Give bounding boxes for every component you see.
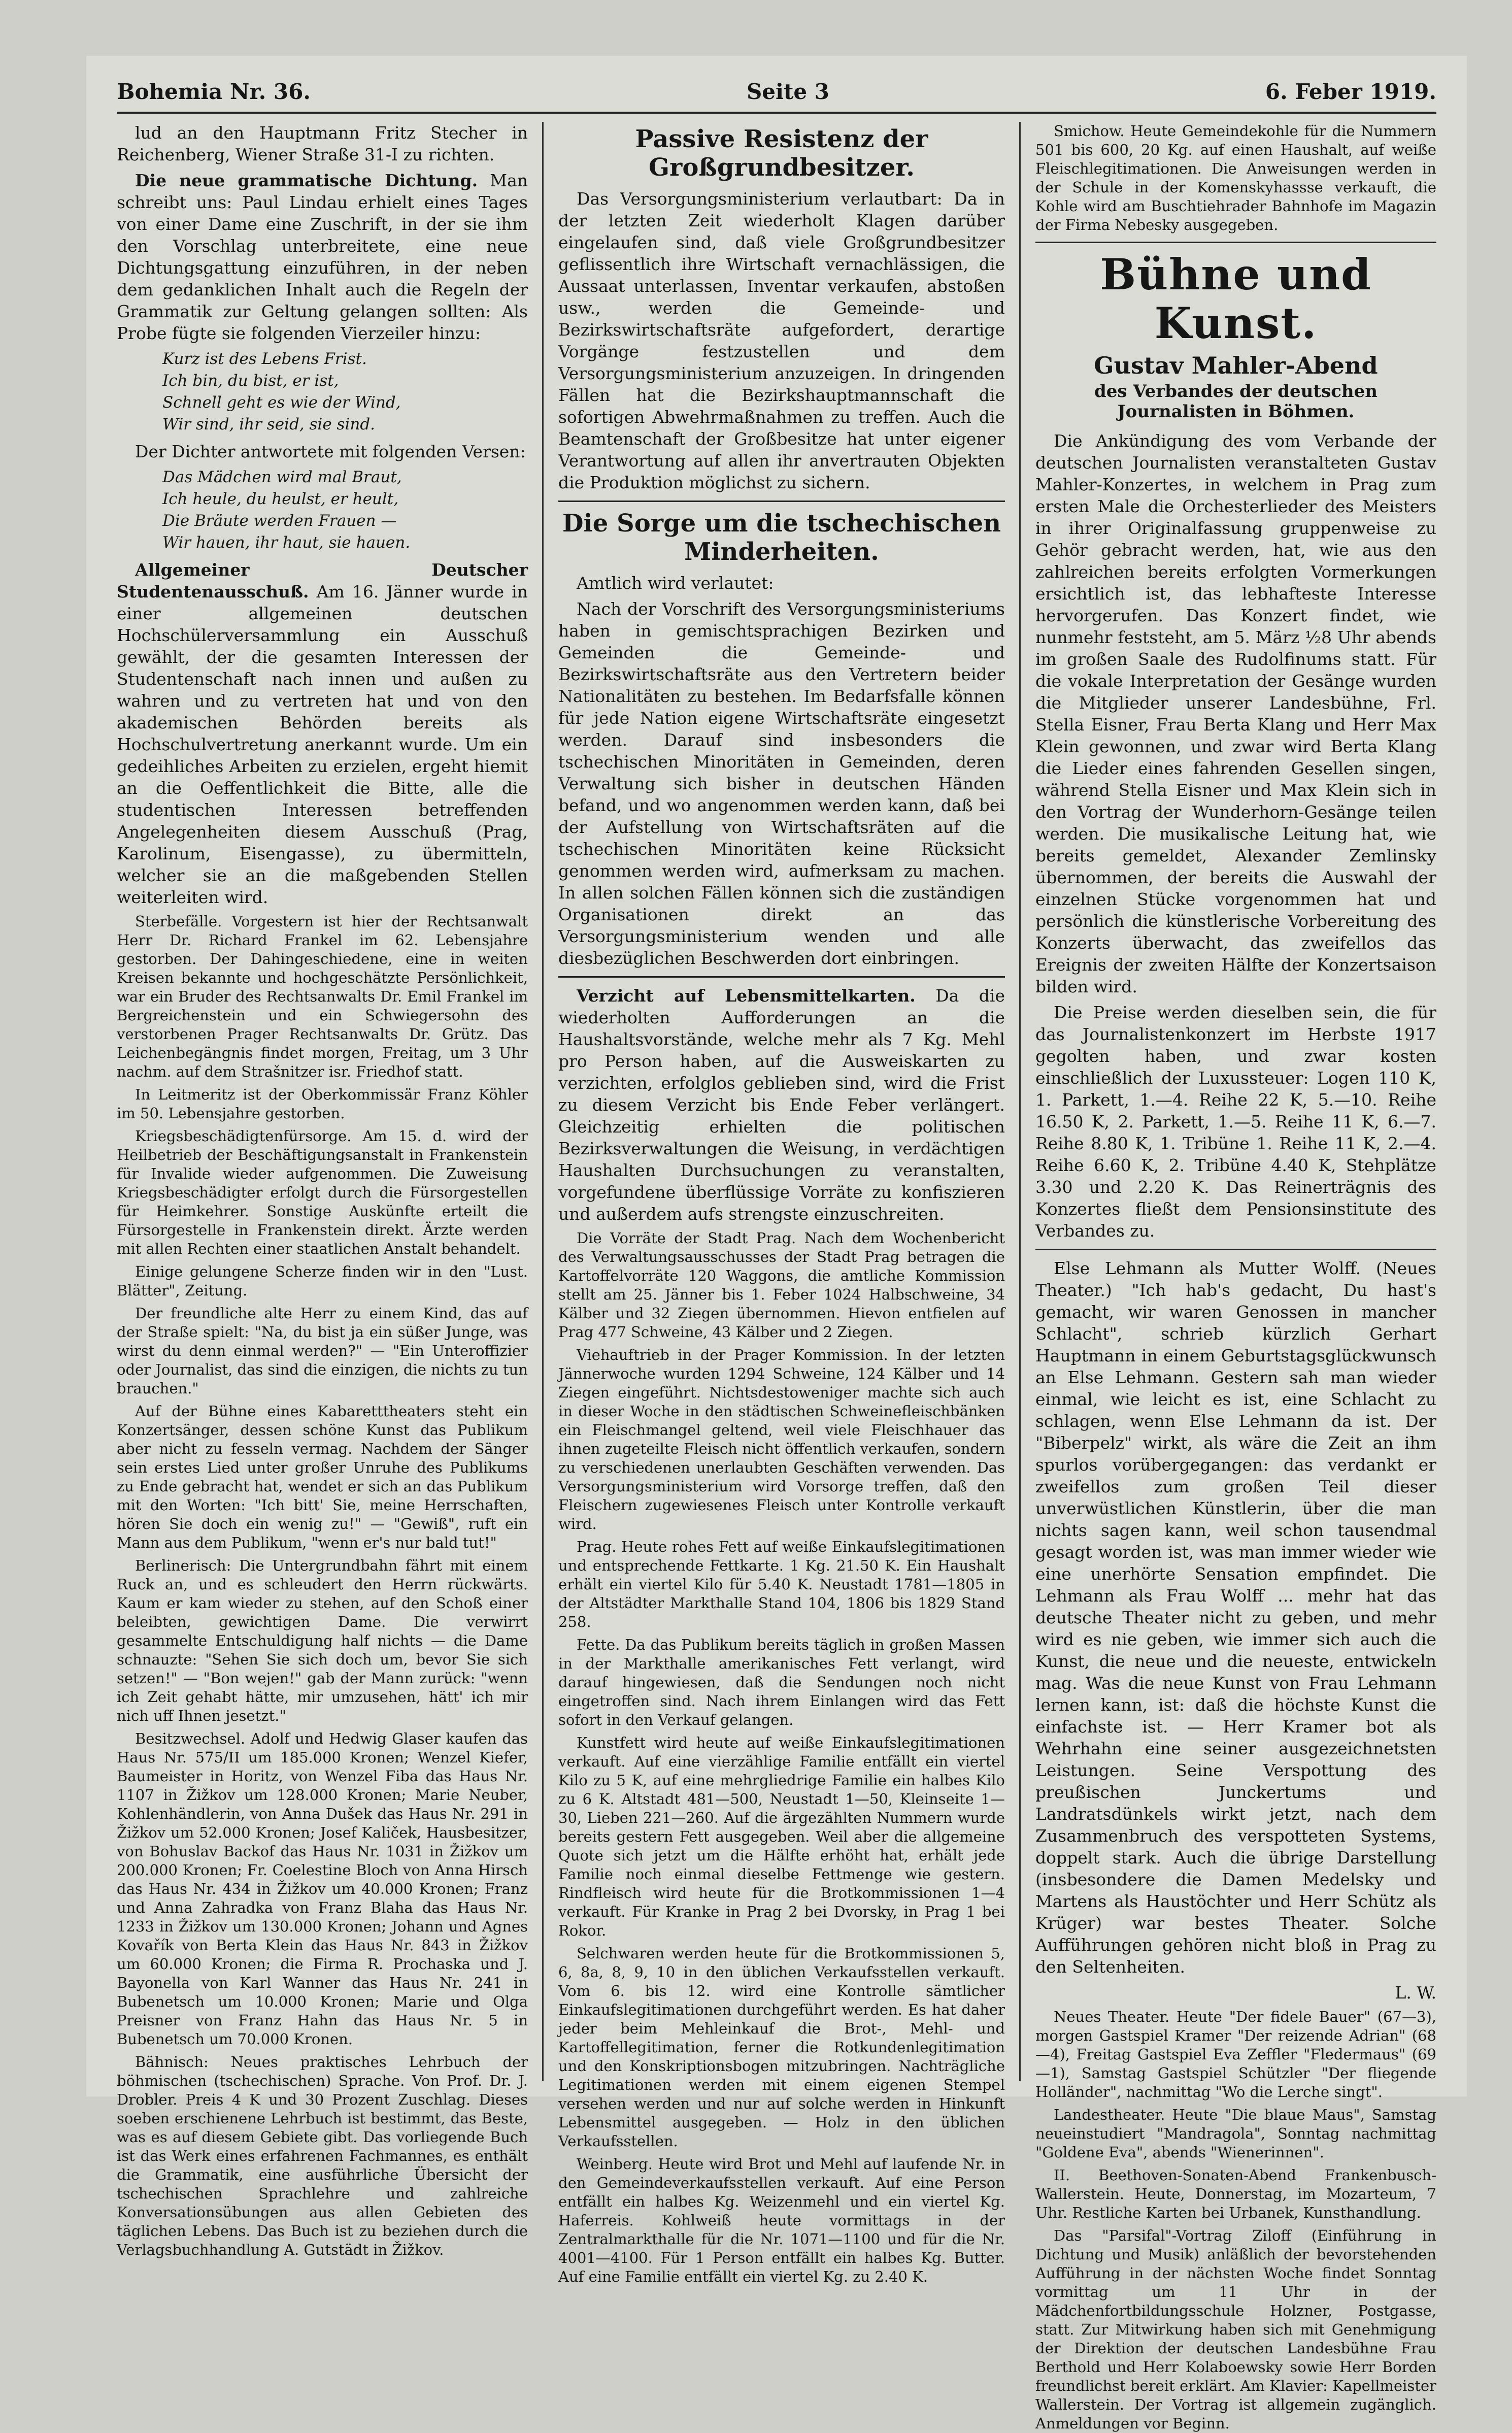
weinberg-notice: Weinberg. Heute wird Brot und Mehl auf laufende Nr. in den Gemeindeverkaufsstellen verkauft. Auf eine Person entfällt ein halbes Kg. Weizenmehl und ein viertel Kg. Haferreis. Kohlweiß heute vormittags in der Zentralmarkthalle für die Nr. 1071—1100 und für die Nr. 4001—4100. Für 1 Person entfällt ein halbes Kg. Butter. Auf eine Familie entfällt ein viertel Kg. zu 2.40 K.	[558, 2155, 1005, 2285]
passive-resistance-text: Das Versorgungsministerium verlautbart: Da in der letzten Zeit wiederholt Klagen darüber eingelaufen sind, daß viele Großgrundbesitzer geflissentlich ihre Wirtschaft vernachlässigen, die Aussaat unterlassen, Inventar verkaufen, abstoßen usw., werden die Gemeinde- und Bezirkswirtschaftsräte aufgefordert, derartige Vorgänge festzustellen und dem Versorgungsministerium anzuzeigen. In dringenden Fällen hat die Bezirkshauptmannschaft die sofortigen Abwehrmaßnahmen zu treffen. Auch die Beamtenschaft der Großbesitze hat unter eigener Verantwortung auf allen ihr anvertrauten Objekten die Produktion möglichst zu sichern.	[558, 189, 1005, 492]
berlin-joke: Berlinerisch: Die Untergrundbahn fährt mit einem Ruck an, und es schleudert den Herrn rückwärts. Kaum er kam wieder zu stehen, auf den Schoß einer beleibten, gewichtigen Dame. Die verwirrt gesammelte Entschuldigung half nichts — die Dame schnauzte: "Sehen Sie sich doch um, bevor Sie sich setzen!" — "Bon wejen!" gab der Mann zurück: "wenn ich Zeit gehabt hätte, mir umzusehen, hätt' ich mir nich uff Ihnen jesetzt."	[117, 1557, 528, 1724]
mahler-headline: Gustav Mahler-Abend	[1094, 352, 1378, 379]
section-title-stage-art: Bühne und Kunst.	[1100, 249, 1372, 348]
poet-text: Der Dichter antwortete mit folgenden Versen:	[135, 442, 526, 461]
landestheater-listing: Landestheater. Heute "Die blaue Maus", Samstag neueinstudiert "Mandragola", Sonntag nachmittag "Goldene Eva", abends "Wienerinnen".	[1035, 2106, 1436, 2161]
parsifal-listing: Das "Parsifal"-Vortrag Ziloff (Einführung in Dichtung und Musik) anläßlich der bevorstehenden Aufführung in der nächsten Woche findet Sonntag vormittag um 11 Uhr in der Mädchenfortbildungsschule Holzner, Postgasse, statt. Zur Mitwirkung haben sich mit Genehmigung der Direktion der deutschen Landesbühne Frau Berthold und Herr Kolaboewsky sowie Herr Borden freundlichst bereit erklärt. Am Klavier: Kapellmeister Wallerstein. Der Vortrag ist allgemein zugänglich. Anmeldungen vor Beginn.	[1035, 2227, 1436, 2432]
verse-two	[162, 466, 528, 554]
verse-line: Schnell geht es wie der Wind,	[162, 393, 401, 412]
mahler-subheadline: des Verbandes der deutschen Journalisten in Böhmen.	[1094, 381, 1377, 422]
minorities-subline: Amtlich wird verlautet:	[577, 573, 774, 593]
food-text: Da die wiederholten Aufforderungen an die Haushaltsvorstände, welche mehr als 7 Kg. Mehl pro Person haben, auf die Ausweiskarten zu verzichten, erfolglos geblieben sind, wird die Frist zu diesem Verzicht bis Ende Feber verlängert. Gleichzeitig erhielten die politischen Bezirksverwaltungen die Weisung, in verdächtigen Haushalten Durchsuchungen zu veranstalten, vorgefundene überflüssige Vorräte zu konfiszieren und außerdem aufs strengste einzuschreiten.	[558, 986, 1005, 1224]
section-divider	[1035, 242, 1436, 243]
student-text: Am 16. Jänner wurde in einer allgemeinen deutschen Hochschülerversammlung ein Ausschuß gewählt, der die gesamten Interessen der Studentenschaft nach innen und außen zu wahren und zu vertreten hat und von den akademischen Behörden bereits als Hochschulvertretung anerkannt wurde. Um ein gedeihliches Arbeiten zu erzielen, ergeht hiemit an die Oeffentlichkeit die Bitte, alle die studentischen Interessen betreffenden Angelegenheiten diesem Ausschuß (Prag, Karolinum, Eisengasse), zu übermitteln, welcher sie an die maßgebenden Stellen weiterleiten wird.	[117, 582, 528, 907]
lehmann-review: Else Lehmann als Mutter Wolff. (Neues Theater.) "Ich hab's gedacht, Du hast's gemacht, wir waren Genossen in mancher Schlacht", schrieb kürzlich Gerhart Hauptmann in einem Geburtstagsglückwunsch an Else Lehmann. Gestern sah man wieder einmal, wie leicht es ist, eine Schlacht zu schlagen, wenn Else Lehmann da ist. Der "Biberpelz" wirkt, als wäre die Zeit an ihm spurlos vorübergegangen: das verdankt er zweifellos zum großen Teil dieser unverwüstlichen Künstlerin, über die man nichts sagen kann, weil schon tausendmal gesagt worden ist, was man immer wieder wie eine unerhörte Sensation empfindet. Die Lehmann als Frau Wolff ... mehr hat das deutsche Theater nicht zu geben, und mehr wird es nie geben, wie immer sich auch die Kunst, die neue und die neueste, entwickeln mag. Was die neue Kunst von Frau Lehmann lernen kann, ist: daß die höchste Kunst die einfachste ist. — Herr Kramer bot als Wehrhahn eine seiner ausgezeichnetsten Leistungen. Seine Verspottung des preußischen Junckertums und Landratsdünkels wirkt jetzt, nach dem Zusammenbruch des verspotteten Systems, doppelt stark. Auch die übrige Darstellung (insbesondere die Damen Medelsky und Martens als Haustöchter und Herr Schütz als Krüger) war bestes Theater. Solche Aufführungen gehören nicht bloß in Prag zu den Seltenheiten.	[1035, 1258, 1436, 1977]
student-title: Allgemeiner Deutscher Studentenausschuß.	[117, 560, 528, 602]
page-header	[117, 71, 1436, 114]
neues-theater-listing: Neues Theater. Heute "Der fidele Bauer" (67—3), morgen Gastspiel Kramer "Der reizende Adrian" (68—4), Freitag Gastspiel Eva Zeffler "Fledermaus" (69—1), Samstag Gastspiel Schützler "Der fliegende Holländer", nachmittag "Wo die Lerche singt".	[1035, 2008, 1436, 2101]
cattle-notice: Viehauftrieb in der Prager Kommission. In der letzten Jännerwoche wurden 1294 Schweine, 124 Kälber und 14 Ziegen eingeführt. Nichtsdestoweniger machte sich auch in dieser Woche in den städtischen Schweinefleischbänken ein Fleischmangel geltend, weil viele Fleischhauer das ihnen zugeteilte Fleisch nicht öffentlich verkaufen, sondern zu verschiedenen unerlaubten Geschäften verwenden. Das Versorgungsministerium wird Vorsorge treffen, daß den Fleischern zugewiesenes Fleisch unter Kontrolle verkauft wird.	[558, 1346, 1005, 1532]
column-middle	[558, 122, 1005, 2285]
article-divider	[558, 501, 1005, 502]
grammar-title: Die neue grammatische Dichtung.	[135, 171, 478, 190]
minorities-headline: Die Sorge um die tschechischen Minderheiten.	[562, 509, 1001, 566]
newspaper-page	[86, 56, 1467, 2432]
verse-line: Ich bin, du bist, er ist,	[162, 372, 339, 390]
issue-date: 6. Feber 1919.	[1265, 79, 1436, 104]
passive-resistance-headline: Passive Resistenz der Großgrundbesitzer.	[635, 125, 928, 182]
fat-notice-2: Fette. Da das Publikum bereits täglich in großen Massen in der Markthalle amerikanisches Fett verlangt, wird darauf hingewiesen, daß die Sendungen noch nicht eingetroffen sind. Nach ihrem Einlangen wird das Fett sofort in den Verkauf gelangen.	[558, 1636, 1005, 1728]
verse-line: Kurz ist des Lebens Frist.	[162, 350, 367, 368]
verse-line: Wir hauen, ihr haut, sie hauen.	[162, 534, 411, 552]
mahler-text: Die Ankündigung des vom Verbande der deutschen Journalisten veranstalteten Gustav Mahler-Konzertes, in welchem in Prag zum ersten Male die Orchesterlieder des Meisters in ihrer Originalfassung gruppenweise zu Gehör gebracht werden, hat, wie aus den zahlreichen bereits erfolgten Vormerkungen ersichtlich ist, das lebhafteste Interesse hervorgerufen. Das Konzert findet, wie nunmehr feststeht, am 5. März ½8 Uhr abends im großen Saale des Rudolfinums statt. Für die vokale Interpretation der Gesänge wurden die Mitglieder unserer Landesbühne, Frl. Stella Eisner, Frau Berta Klang und Herr Max Klein gewonnen, und zwar wird Berta Klang die Lieder eines fahrenden Gesellen singen, während Stella Eisner und Max Klein sich in den Vortrag der Wunderhorn-Gesänge teilen werden. Die musikalische Leitung hat, wie bereits gemeldet, Alexander Zemlinsky übernommen, der bereits die Auswahl der einzelnen Stücke vorgenommen hat und persönlich die künstlerische Vorbereitung des Konzerts überwacht, das zweifellos das Ereignis der zweiten Hälfte der Konzertsaison bilden wird.	[1035, 431, 1436, 996]
food-article	[558, 985, 1005, 1225]
column-right	[1035, 122, 1436, 2432]
prices-text: Die Preise werden dieselben sein, die für das Journalistenkonzert im Herbste 1917 gegolten haben, und zwar kosten einschließlich der Luxussteuer: Logen 110 K, 1. Parkett, 1.—4. Reihe 22 K, 5.—10. Reihe 16.50 K, 2. Parkett, 1.—5. Reihe 11 K, 6.—7. Reihe 8.80 K, 1. Tribüne 1. Reihe 11 K, 2.—4. Reihe 6.60 K, 2. Tribüne 4.40 K, Stehplätze 3.30 und 2.20 K. Das Reinerträgnis des Konzertes fließt dem Pensionsinstitute des Verbandes zu.	[1035, 1003, 1436, 1241]
verse-line: Ich heule, du heulst, er heult,	[162, 490, 399, 508]
smichov-notice: Smichow. Heute Gemeindekohle für die Nummern 501 bis 600, 20 Kg. auf einen Haushalt, auf weiße Fleischlegitimationen. Die Anweisungen werden in der Schule in der Komenskyhassse verkauft, die Kohle wird am Buschtiehrader Bahnhofe im Magazin der Firma Nebesky ausgegeben.	[1035, 122, 1436, 234]
smoked-goods-notice: Selchwaren werden heute für die Brotkommissionen 5, 6, 8a, 8, 9, 10 in den üblichen Verkaufsstellen verkauft. Vom 6. bis 12. wird eine Kontrolle sämtlicher Einkaufslegitimationen durchgeführt werden. Es hat daher jeder beim Mehleinkauf die Brot-, Mehl- und Kartoffellegitimation, ferner die Rotkundenlegitimation und den Konskriptionsbogen mitzubringen. Nachträgliche Legitimationen werden mit einem eigenen Stempel versehen werden und nur auf solche werden in Hinkunft Lebensmittel ausgegeben. — Holz in den üblichen Verkaufsstellen.	[558, 1945, 1005, 2150]
article-divider	[1035, 1249, 1436, 1250]
joke-one: Der freundliche alte Herr zu einem Kind, das auf der Straße spielt: "Na, du bist ja ein süßer Junge, was wirst du denn einmal werden?" — "Ein Unteroffizier oder Journalist, das sind die einzigen, die nichts zu tun brauchen."	[117, 1305, 528, 1397]
jokes-intro: Einige gelungene Scherze finden wir in den "Lust. Blätter", Zeitung.	[117, 1263, 528, 1299]
food-title: Verzicht auf Lebensmittelkarten.	[577, 986, 916, 1006]
article-divider	[558, 976, 1005, 978]
book-notice: Bähnisch: Neues praktisches Lehrbuch der böhmischen (tschechischen) Sprache. Von Prof. Dr. J. Drobler. Preis 4 K und 30 Prozent Zuschlag. Dieses soeben erschienene Lehrbuch ist bestimmt, das Beste, was es auf diesem Gebiete gibt. Das vorliegende Buch ist das Werk eines erfahrenen Fachmannes, es enthält die Grammatik, eine ausführliche Übersicht der tschechischen Sprachlehre und zahlreiche Konversationsübungen aus allen Gebieten des täglichen Lebens. Das Buch ist zu beziehen durch die Verlagsbuchhandlung A. Gutstädt in Žižkov.	[117, 2053, 528, 2258]
verse-line: Wir sind, ihr seid, sie sind.	[162, 415, 376, 434]
masthead-issue: Bohemia Nr. 36.	[117, 79, 311, 104]
minorities-text: Nach der Vorschrift des Versorgungsministeriums haben in gemischtsprachigen Bezirken und Gemeinden die Gemeinde- und Bezirkswirtschaftsräte aus den Vertretern beider Nationalitäten zu bestehen. Im Bedarfsfalle können für jede Nation eigene Wirtschaftsräte eingesetzt werden. Darauf sind insbesonders die tschechischen Minoritäten in Gemeinden, deren Verwaltung sich bisher in deutschen Händen befand, und wo angenommen werden kann, daß bei der Aufstellung von Wirtschaftsräten auf die tschechischen Minoritäten keine Rücksicht genommen werden wird, aufmerksam zu machen. In allen solchen Fällen können sich die zuständigen Organisationen direkt an das Versorgungsministerium wenden und alle diesbezüglichen Beschwerden dort einbringen.	[558, 599, 1005, 968]
page-number: Seite 3	[746, 79, 829, 104]
joke-two: Auf der Bühne eines Kabaretttheaters steht ein Konzertsänger, dessen schöne Kunst das Publikum aber nicht zu fesseln vermag. Nachdem der Sänger sein erstes Lied unter großer Unruhe des Publikums zu Ende gebracht hat, wendet er sich an das Publikum mit den Worten: "Ich bitt' Sie, meine Herrschaften, hören Sie doch ein wenig zu!" — "Gewiß", ruft ein Mann aus dem Publikum, "wenn er's nur bald tut!"	[117, 1403, 528, 1551]
realty-notice: Besitzwechsel. Adolf und Hedwig Glaser kaufen das Haus Nr. 575/II um 185.000 Kronen; Wenzel Kiefer, Baumeister in Horitz, von Wenzel Fiba das Haus Nr. 1107 in Žižkov um 128.000 Kronen; Marie Neuber, Kohlenhändlerin, von Anna Dušek das Haus Nr. 291 in Žižkov um 52.000 Kronen; Josef Kaliček, Hausbesitzer, von Bohuslav Backof das Haus Nr. 1031 in Žižkov um 200.000 Kronen; Fr. Coelestine Bloch von Anna Hirsch das Haus Nr. 434 in Žižkov um 40.000 Kronen; Franz und Anna Zahradka von Franz Blaha das Haus Nr. 1233 in Žižkov um 130.000 Kronen; Johann und Agnes Kovařík von Berta Klein das Haus Nr. 843 in Žižkov um 60.000 Kronen; die Firma R. Prochaska und J. Bayonella von Karl Wanner das Haus Nr. 241 in Bubenetsch um 10.000 Kronen; Marie und Olga Preisner von Franz Hahn das Haus Nr. 5 in Bubenetsch um 70.000 Kronen.	[117, 1730, 528, 2048]
death-notice-2: In Leitmeritz ist der Oberkommissär Franz Köhler im 50. Lebensjahre gestorben.	[117, 1086, 528, 1122]
fat-notice: Prag. Heute rohes Fett auf weiße Einkaufslegitimationen und entsprechende Fettkarte. 1 Kg. 21.50 K. Ein Haushalt erhält ein viertel Kilo für 5.40 K. Neustadt 1781—1805 in der Altstädter Markthalle Stand 104, 1806 bis 1829 Stand 258.	[558, 1538, 1005, 1630]
verse-line: Die Bräute werden Frauen —	[162, 512, 397, 530]
disabled-notice: Kriegsbeschädigtenfürsorge. Am 15. d. wird der Heilbetrieb der Beschäftigungsanstalt in Frankenstein für Invalide wieder aufgenommen. Die Zuweisung Kriegsbeschädigter erfolgt durch die Fürsorgestellen für Heimkehrer. Sonstige Auskünfte erteilt die Fürsorgestelle in Frankenstein direkt. Ärzte werden mit allen Rechten einer staatlichen Anstalt behandelt.	[117, 1127, 528, 1257]
prague-stock: Die Vorräte der Stadt Prag. Nach dem Wochenbericht des Verwaltungsausschusses der Stadt Prag betragen die Kartoffelvorräte 120 Waggons, die amtliche Kommission stellt am 25. Jänner bis 1. Feber 1024 Halbschweine, 34 Kälber und 32 Ziegen übernommen. Hievon entfielen auf Prag 477 Schweine, 43 Kälber und 2 Ziegen.	[558, 1229, 1005, 1341]
beethoven-listing: II. Beethoven-Sonaten-Abend Frankenbusch-Wallerstein. Heute, Donnerstag, im Mozarteum, 7 Uhr. Restliche Karten bei Urbanek, Kunsthandlung.	[1035, 2167, 1436, 2221]
column-left	[117, 122, 528, 2258]
student-article	[117, 559, 528, 908]
death-notice: Sterbefälle. Vorgestern ist hier der Rechtsanwalt Herr Dr. Richard Frankel im 62. Lebensjahre gestorben. Der Dahingeschiedene, eine in weiten Kreisen bekannte und hochgeschätzte Persönlichkeit, war ein Bruder des Rechtsanwalts Dr. Emil Frankel im Bergreichenstein und ein Schwiegersohn des verstorbenen Prager Rechtsanwalts Dr. Grütz. Das Leichenbegängnis findet morgen, Freitag, um 3 Uhr nachm. auf dem Strašnitzer isr. Friedhof statt.	[117, 913, 528, 1080]
review-signature: L. W.	[1395, 1983, 1436, 2003]
verse-line: Das Mädchen wird mal Braut,	[162, 468, 402, 486]
intro-text: lud an den Hauptmann Fritz Stecher in Reichenberg, Wiener Straße 31-I zu richten.	[117, 123, 528, 164]
column-rule-left	[542, 122, 544, 2081]
verse-one	[162, 348, 528, 436]
grammar-article	[117, 170, 528, 344]
grammar-text: Man schreibt uns: Paul Lindau erhielt eines Tages von einer Dame eine Zuschrift, in der sie ihm den Vorschlag unterbreitete, eine neue Dichtungsgattung einzuführen, in der neben dem gedanklichen Inhalt auch die Regeln der Grammatik zur Geltung gelangen sollten: Als Probe fügte sie folgenden Vierzeiler hinzu:	[117, 171, 528, 343]
artificial-fat-notice: Kunstfett wird heute auf weiße Einkaufslegitimationen verkauft. Auf eine vierzählige Familie entfällt ein viertel Kilo zu 5 K, auf eine mehrgliedrige Familie ein halbes Kilo zu 6 K. Altstadt 481—500, Neustadt 1—50, Kleinseite 1—30, Lieben 221—260. Auf die ärgezählten Nummern wurde bereits gestern Fett ausgegeben. Weil aber die allgemeine Quote sich jetzt um die Hälfte erhöht hat, erhält jede Familie noch einmal dieselbe Fettmenge wie gestern. Rindfleisch wird heute für die Brotkommissionen 1—4 verkauft. Für Kranke in Prag 2 bei Dvorsky, in Prag 1 bei Rokor.	[558, 1734, 1005, 1939]
column-rule-right	[1019, 122, 1021, 2081]
